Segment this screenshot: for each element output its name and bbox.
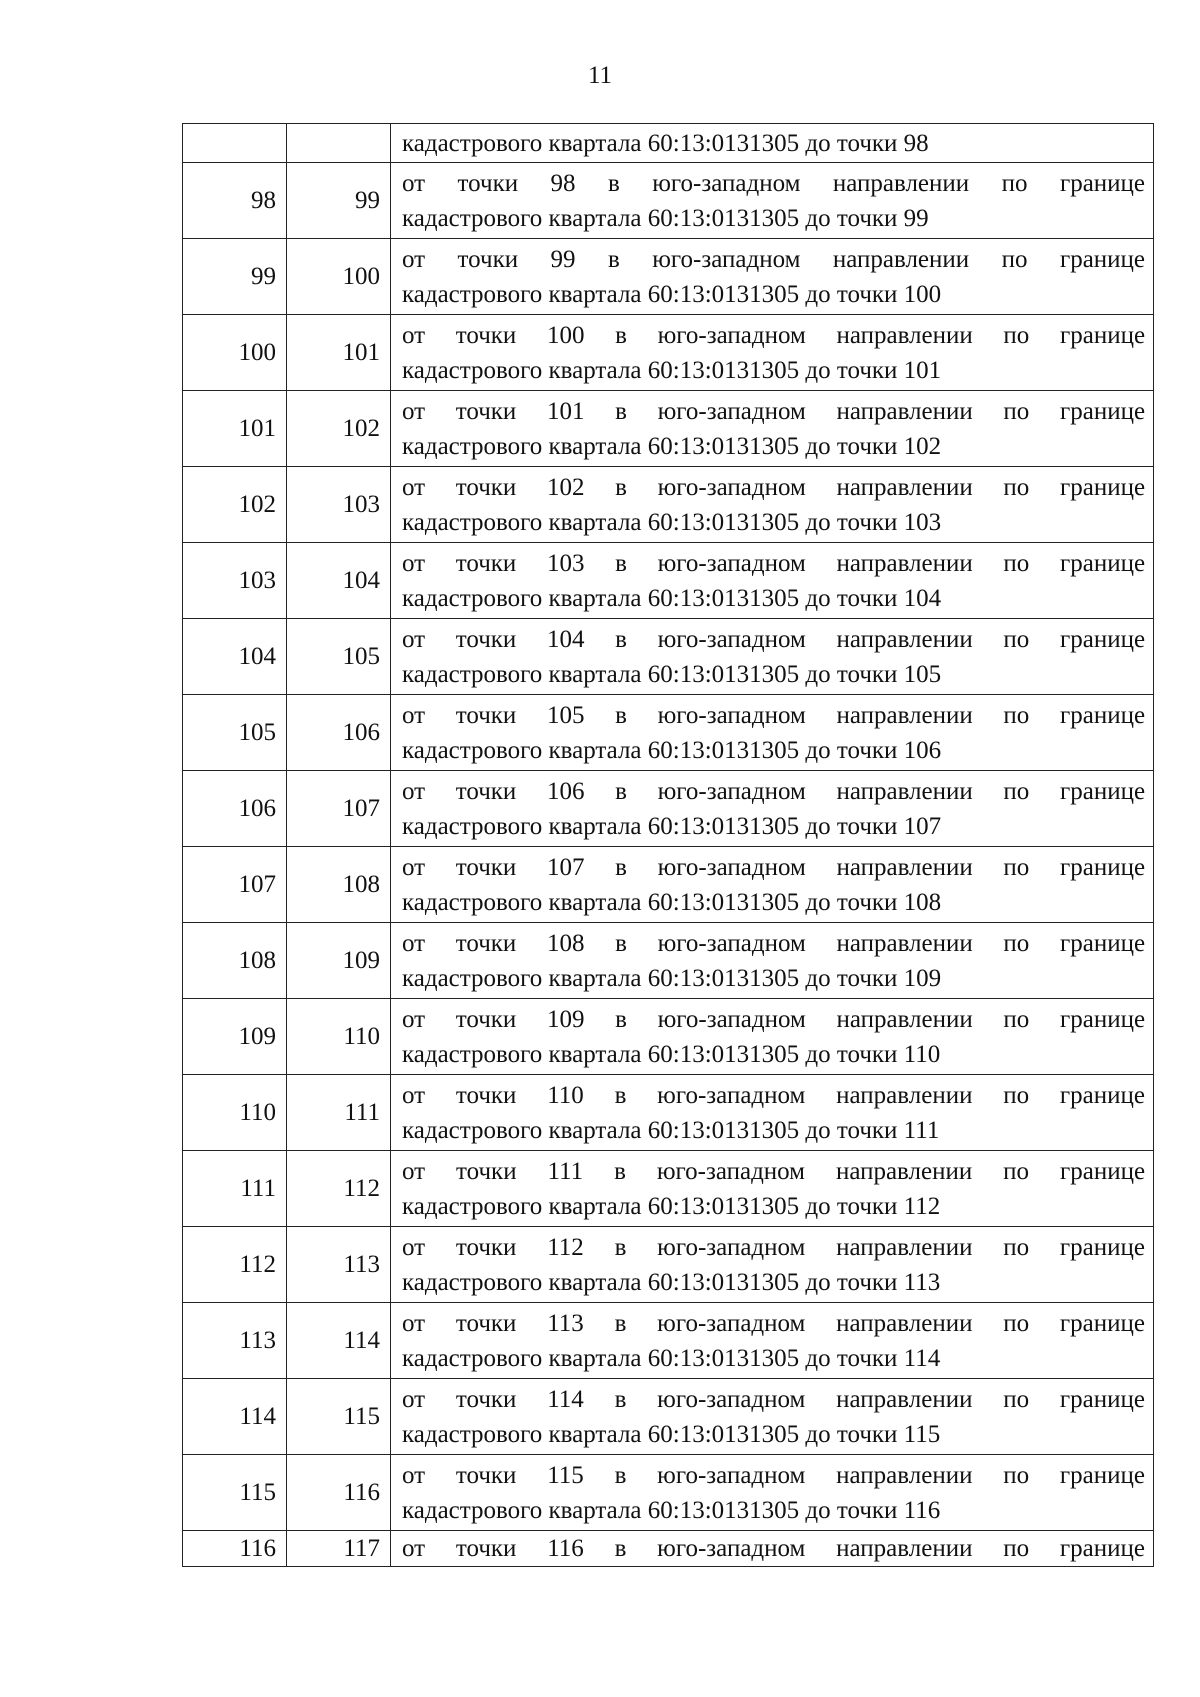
description-word: в bbox=[614, 1233, 627, 1261]
cell-to-point: 109 bbox=[287, 923, 391, 999]
description-word: точки bbox=[457, 245, 519, 273]
cell-to-point: 107 bbox=[287, 771, 391, 847]
description-word: границе bbox=[1059, 701, 1145, 729]
description-word: точки bbox=[455, 1461, 517, 1489]
description-word: направлении bbox=[836, 321, 973, 349]
description-word: по bbox=[1003, 1461, 1030, 1489]
description-word: по bbox=[1003, 701, 1030, 729]
description-word: точки bbox=[455, 473, 517, 501]
cell-to-point: 111 bbox=[287, 1075, 391, 1151]
cell-description bbox=[391, 1227, 1154, 1303]
description-word: границе bbox=[1059, 321, 1145, 349]
description-word: направлении bbox=[832, 169, 970, 197]
description-word: границе bbox=[1059, 625, 1145, 653]
description-word: в bbox=[615, 777, 627, 805]
description-word: от bbox=[402, 1461, 426, 1489]
description-word: 110 bbox=[547, 1081, 584, 1109]
description-word: точки bbox=[455, 1309, 517, 1337]
description-word: в bbox=[614, 1461, 627, 1489]
description-word: направлении bbox=[836, 625, 973, 653]
description-word: по bbox=[1003, 1157, 1030, 1185]
description-line: кадастрового квартала 60:13:0131305 до точки 109 bbox=[402, 964, 942, 992]
description-word: юго-западном bbox=[652, 169, 801, 197]
cell-description bbox=[391, 1531, 1154, 1567]
description-word: направлении bbox=[835, 1157, 973, 1185]
description-word: 105 bbox=[546, 701, 585, 729]
description-word: 99 bbox=[550, 245, 576, 273]
description-line bbox=[402, 166, 1145, 201]
description-word: в bbox=[614, 1157, 626, 1185]
cell-to-point: 100 bbox=[287, 239, 391, 315]
cell-from-point: 115 bbox=[183, 1455, 287, 1531]
description-word: от bbox=[402, 625, 426, 653]
description-word: границе bbox=[1059, 1233, 1145, 1261]
description-word: направлении bbox=[836, 853, 973, 881]
description-word: 114 bbox=[547, 1385, 584, 1413]
cell-to-point: 110 bbox=[287, 999, 391, 1075]
cell-to-point: 103 bbox=[287, 467, 391, 543]
description-word: границе bbox=[1059, 1005, 1145, 1033]
description-word: точки bbox=[455, 397, 517, 425]
description-word: по bbox=[1003, 473, 1030, 501]
cell-description bbox=[391, 124, 1154, 163]
description-word: направлении bbox=[836, 1461, 973, 1489]
description-word: от bbox=[402, 1005, 426, 1033]
table-row bbox=[183, 923, 1154, 999]
description-word: точки bbox=[455, 1081, 517, 1109]
page-number: 11 bbox=[587, 62, 613, 89]
cell-description bbox=[391, 923, 1154, 999]
description-word: от bbox=[402, 853, 426, 881]
description-word: точки bbox=[455, 1005, 517, 1033]
description-line bbox=[402, 242, 1145, 277]
description-word: в bbox=[615, 473, 627, 501]
description-word: в bbox=[607, 245, 620, 273]
description-word: в bbox=[615, 397, 627, 425]
table-row bbox=[183, 695, 1154, 771]
cell-from-point: 101 bbox=[183, 391, 287, 467]
cell-from-point: 105 bbox=[183, 695, 287, 771]
description-word: в bbox=[614, 1385, 627, 1413]
description-word: юго-западном bbox=[657, 473, 806, 501]
description-word: границе bbox=[1059, 1081, 1145, 1109]
cell-from-point: 104 bbox=[183, 619, 287, 695]
description-word: от bbox=[402, 169, 426, 197]
description-word: направлении bbox=[836, 701, 973, 729]
description-word: границе bbox=[1059, 1461, 1145, 1489]
description-word: 112 bbox=[547, 1233, 584, 1261]
cell-description bbox=[391, 771, 1154, 847]
table-row bbox=[183, 1531, 1154, 1567]
description-line bbox=[402, 546, 1145, 581]
description-word: от bbox=[402, 1081, 426, 1109]
description-word: юго-западном bbox=[657, 929, 806, 957]
boundary-table bbox=[182, 123, 1154, 1567]
cell-description bbox=[391, 1303, 1154, 1379]
description-word: от bbox=[402, 1157, 426, 1185]
cell-description bbox=[391, 315, 1154, 391]
description-word: по bbox=[1003, 929, 1030, 957]
description-word: юго-западном bbox=[657, 625, 806, 653]
description-word: точки bbox=[455, 625, 517, 653]
cell-to-point: 108 bbox=[287, 847, 391, 923]
description-word: 116 bbox=[547, 1535, 584, 1562]
cell-description bbox=[391, 999, 1154, 1075]
cell-description bbox=[391, 239, 1154, 315]
table-row bbox=[183, 163, 1154, 239]
description-word: точки bbox=[457, 169, 519, 197]
table-row bbox=[183, 771, 1154, 847]
cell-from-point: 116 bbox=[183, 1531, 287, 1567]
cell-to-point bbox=[287, 124, 391, 163]
description-word: точки bbox=[455, 853, 517, 881]
description-word: в bbox=[614, 1535, 627, 1562]
description-word: направлении bbox=[836, 1233, 973, 1261]
description-word: в bbox=[615, 929, 627, 957]
description-line: кадастрового квартала 60:13:0131305 до точки 108 bbox=[402, 888, 942, 916]
description-word: точки bbox=[455, 929, 517, 957]
cell-to-point: 112 bbox=[287, 1151, 391, 1227]
table-row bbox=[183, 1227, 1154, 1303]
cell-from-point: 98 bbox=[183, 163, 287, 239]
description-word: по bbox=[1003, 1233, 1030, 1261]
description-word: от bbox=[402, 701, 426, 729]
description-word: в bbox=[615, 625, 627, 653]
description-word: 106 bbox=[546, 777, 585, 805]
description-line bbox=[402, 1458, 1145, 1493]
table-row bbox=[183, 1379, 1154, 1455]
cell-from-point: 107 bbox=[183, 847, 287, 923]
description-word: границе bbox=[1059, 473, 1145, 501]
cell-from-point bbox=[183, 124, 287, 163]
description-word: юго-западном bbox=[657, 1535, 806, 1562]
cell-to-point: 117 bbox=[287, 1531, 391, 1567]
description-line: кадастрового квартала 60:13:0131305 до точки 111 bbox=[402, 1116, 940, 1144]
description-word: юго-западном bbox=[657, 701, 806, 729]
table-row bbox=[183, 1455, 1154, 1531]
cell-description bbox=[391, 695, 1154, 771]
description-word: направлении bbox=[836, 1005, 973, 1033]
description-word: в bbox=[607, 169, 620, 197]
description-word: границе bbox=[1059, 549, 1145, 577]
cell-description bbox=[391, 1151, 1154, 1227]
description-word: от bbox=[402, 1535, 426, 1562]
description-word: точки bbox=[455, 549, 517, 577]
description-word: 109 bbox=[546, 1005, 585, 1033]
cell-description bbox=[391, 1075, 1154, 1151]
description-word: точки bbox=[455, 701, 517, 729]
cell-to-point: 114 bbox=[287, 1303, 391, 1379]
table-row bbox=[183, 543, 1154, 619]
description-word: направлении bbox=[836, 929, 973, 957]
description-word: границе bbox=[1059, 169, 1145, 197]
cell-to-point: 99 bbox=[287, 163, 391, 239]
description-word: юго-западном bbox=[657, 397, 806, 425]
description-line: кадастрового квартала 60:13:0131305 до точки 116 bbox=[402, 1496, 941, 1524]
cell-from-point: 110 bbox=[183, 1075, 287, 1151]
description-word: по bbox=[1003, 1385, 1030, 1413]
cell-to-point: 106 bbox=[287, 695, 391, 771]
description-word: от bbox=[402, 1309, 426, 1337]
table-row bbox=[183, 1151, 1154, 1227]
description-word: по bbox=[1003, 321, 1030, 349]
cell-description bbox=[391, 391, 1154, 467]
description-word: направлении bbox=[836, 1309, 973, 1337]
table-row bbox=[183, 999, 1154, 1075]
description-line bbox=[402, 698, 1145, 733]
description-line bbox=[402, 1078, 1145, 1113]
description-line: кадастрового квартала 60:13:0131305 до точки 110 bbox=[402, 1040, 941, 1068]
description-word: юго-западном bbox=[657, 1385, 806, 1413]
description-word: точки bbox=[455, 1385, 517, 1413]
table-row bbox=[183, 467, 1154, 543]
description-word: границе bbox=[1059, 853, 1145, 881]
cell-to-point: 104 bbox=[287, 543, 391, 619]
table-body bbox=[183, 124, 1154, 1567]
cell-description bbox=[391, 163, 1154, 239]
description-word: по bbox=[1003, 1005, 1030, 1033]
description-word: по bbox=[1003, 777, 1030, 805]
description-word: юго-западном bbox=[657, 321, 806, 349]
description-word: в bbox=[615, 701, 627, 729]
table-row bbox=[183, 391, 1154, 467]
description-word: границе bbox=[1059, 777, 1145, 805]
table-row bbox=[183, 1075, 1154, 1151]
description-word: от bbox=[402, 777, 426, 805]
cell-description bbox=[391, 847, 1154, 923]
cell-from-point: 99 bbox=[183, 239, 287, 315]
description-line: кадастрового квартала 60:13:0131305 до точки 103 bbox=[402, 508, 942, 536]
description-word: юго-западном bbox=[657, 1005, 806, 1033]
description-line: кадастрового квартала 60:13:0131305 до точки 106 bbox=[402, 736, 942, 764]
cell-from-point: 111 bbox=[183, 1151, 287, 1227]
description-word: 107 bbox=[546, 853, 585, 881]
cell-from-point: 109 bbox=[183, 999, 287, 1075]
table-row bbox=[183, 847, 1154, 923]
description-word: по bbox=[1003, 549, 1030, 577]
description-word: границе bbox=[1059, 397, 1145, 425]
description-word: направлении bbox=[836, 777, 973, 805]
description-word: юго-западном bbox=[657, 1081, 806, 1109]
description-line: кадастрового квартала 60:13:0131305 до точки 113 bbox=[402, 1268, 941, 1296]
cell-from-point: 102 bbox=[183, 467, 287, 543]
description-line bbox=[402, 1154, 1145, 1189]
description-line bbox=[402, 318, 1145, 353]
description-word: направлении bbox=[836, 397, 973, 425]
description-word: в bbox=[614, 1309, 627, 1337]
description-line bbox=[402, 470, 1145, 505]
cell-description bbox=[391, 1379, 1154, 1455]
description-word: 102 bbox=[546, 473, 585, 501]
table-row bbox=[183, 1303, 1154, 1379]
description-word: по bbox=[1003, 853, 1030, 881]
cell-from-point: 112 bbox=[183, 1227, 287, 1303]
description-line: кадастрового квартала 60:13:0131305 до точки 102 bbox=[402, 432, 942, 460]
cell-description bbox=[391, 619, 1154, 695]
cell-from-point: 103 bbox=[183, 543, 287, 619]
cell-to-point: 105 bbox=[287, 619, 391, 695]
description-word: от bbox=[402, 473, 426, 501]
cell-from-point: 114 bbox=[183, 1379, 287, 1455]
description-word: 113 bbox=[547, 1309, 584, 1337]
description-line: кадастрового квартала 60:13:0131305 до точки 115 bbox=[402, 1420, 941, 1448]
description-word: юго-западном bbox=[657, 777, 806, 805]
description-word: 103 bbox=[546, 549, 585, 577]
description-word: в bbox=[614, 1081, 627, 1109]
description-word: юго-западном bbox=[657, 853, 806, 881]
description-word: точки bbox=[455, 1535, 517, 1562]
description-line: кадастрового квартала 60:13:0131305 до точки 99 bbox=[402, 204, 929, 232]
description-word: 104 bbox=[546, 625, 585, 653]
description-word: от bbox=[402, 245, 426, 273]
description-line: кадастрового квартала 60:13:0131305 до точки 107 bbox=[402, 812, 942, 840]
description-word: по bbox=[1003, 397, 1030, 425]
description-line: кадастрового квартала 60:13:0131305 до точки 114 bbox=[402, 1344, 941, 1372]
description-word: 100 bbox=[546, 321, 585, 349]
description-word: границе bbox=[1059, 929, 1145, 957]
description-word: границе bbox=[1059, 1309, 1145, 1337]
description-word: в bbox=[615, 321, 627, 349]
description-word: направлении bbox=[836, 1385, 973, 1413]
description-word: юго-западном bbox=[657, 1461, 806, 1489]
description-line bbox=[402, 850, 1145, 885]
table-row bbox=[183, 239, 1154, 315]
description-word: точки bbox=[456, 1157, 517, 1185]
description-word: направлении bbox=[836, 1535, 973, 1562]
description-word: от bbox=[402, 929, 426, 957]
description-word: точки bbox=[455, 777, 517, 805]
description-line bbox=[402, 926, 1145, 961]
cell-from-point: 108 bbox=[183, 923, 287, 999]
description-line bbox=[402, 1382, 1145, 1417]
description-line bbox=[402, 1230, 1145, 1265]
description-word: по bbox=[1001, 169, 1028, 197]
description-word: границе bbox=[1059, 245, 1145, 273]
cell-description bbox=[391, 467, 1154, 543]
description-line: кадастрового квартала 60:13:0131305 до точки 104 bbox=[402, 584, 942, 612]
description-line: кадастрового квартала 60:13:0131305 до точки 105 bbox=[402, 660, 942, 688]
description-word: 98 bbox=[550, 169, 576, 197]
table-row-continuation bbox=[183, 124, 1154, 163]
description-word: границе bbox=[1059, 1385, 1145, 1413]
description-word: точки bbox=[455, 321, 517, 349]
cell-from-point: 106 bbox=[183, 771, 287, 847]
description-line: кадастрового квартала 60:13:0131305 до точки 98 bbox=[402, 129, 929, 157]
cell-description bbox=[391, 543, 1154, 619]
description-line bbox=[402, 622, 1145, 657]
description-word: 111 bbox=[547, 1157, 584, 1185]
description-line: кадастрового квартала 60:13:0131305 до точки 112 bbox=[402, 1192, 941, 1220]
description-word: границе bbox=[1059, 1535, 1145, 1562]
description-word: направлении bbox=[836, 1081, 973, 1109]
description-word: от bbox=[402, 1233, 426, 1261]
description-word: направлении bbox=[836, 549, 973, 577]
description-word: 101 bbox=[546, 397, 585, 425]
cell-from-point: 100 bbox=[183, 315, 287, 391]
description-word: от bbox=[402, 397, 426, 425]
cell-description bbox=[391, 1455, 1154, 1531]
description-word: направлении bbox=[836, 473, 973, 501]
description-word: от bbox=[402, 1385, 426, 1413]
cell-to-point: 116 bbox=[287, 1455, 391, 1531]
description-word: по bbox=[1003, 1535, 1030, 1562]
description-word: 108 bbox=[546, 929, 585, 957]
description-word: от bbox=[402, 321, 426, 349]
description-word: юго-западном bbox=[656, 1157, 806, 1185]
description-word: в bbox=[615, 1005, 627, 1033]
description-word: юго-западном bbox=[657, 1233, 806, 1261]
description-word: по bbox=[1003, 1309, 1030, 1337]
table-row bbox=[183, 315, 1154, 391]
description-word: направлении bbox=[832, 245, 970, 273]
description-word: по bbox=[1003, 1081, 1030, 1109]
description-word: по bbox=[1001, 245, 1028, 273]
description-word: юго-западном bbox=[652, 245, 801, 273]
description-line bbox=[402, 774, 1145, 809]
cell-to-point: 102 bbox=[287, 391, 391, 467]
description-line: кадастрового квартала 60:13:0131305 до точки 101 bbox=[402, 356, 942, 384]
cell-to-point: 101 bbox=[287, 315, 391, 391]
description-word: юго-западном bbox=[657, 1309, 806, 1337]
description-line bbox=[402, 1002, 1145, 1037]
description-word: в bbox=[615, 853, 627, 881]
description-word: в bbox=[615, 549, 627, 577]
description-line bbox=[402, 1306, 1145, 1341]
description-word: точки bbox=[455, 1233, 517, 1261]
description-word: юго-западном bbox=[657, 549, 806, 577]
description-line bbox=[402, 394, 1145, 429]
description-line bbox=[402, 1531, 1145, 1566]
cell-from-point: 113 bbox=[183, 1303, 287, 1379]
description-word: 115 bbox=[547, 1461, 584, 1489]
table-row bbox=[183, 619, 1154, 695]
description-word: границе bbox=[1059, 1157, 1145, 1185]
description-word: по bbox=[1003, 625, 1030, 653]
description-word: от bbox=[402, 549, 426, 577]
cell-to-point: 115 bbox=[287, 1379, 391, 1455]
description-line: кадастрового квартала 60:13:0131305 до точки 100 bbox=[402, 280, 942, 308]
cell-to-point: 113 bbox=[287, 1227, 391, 1303]
